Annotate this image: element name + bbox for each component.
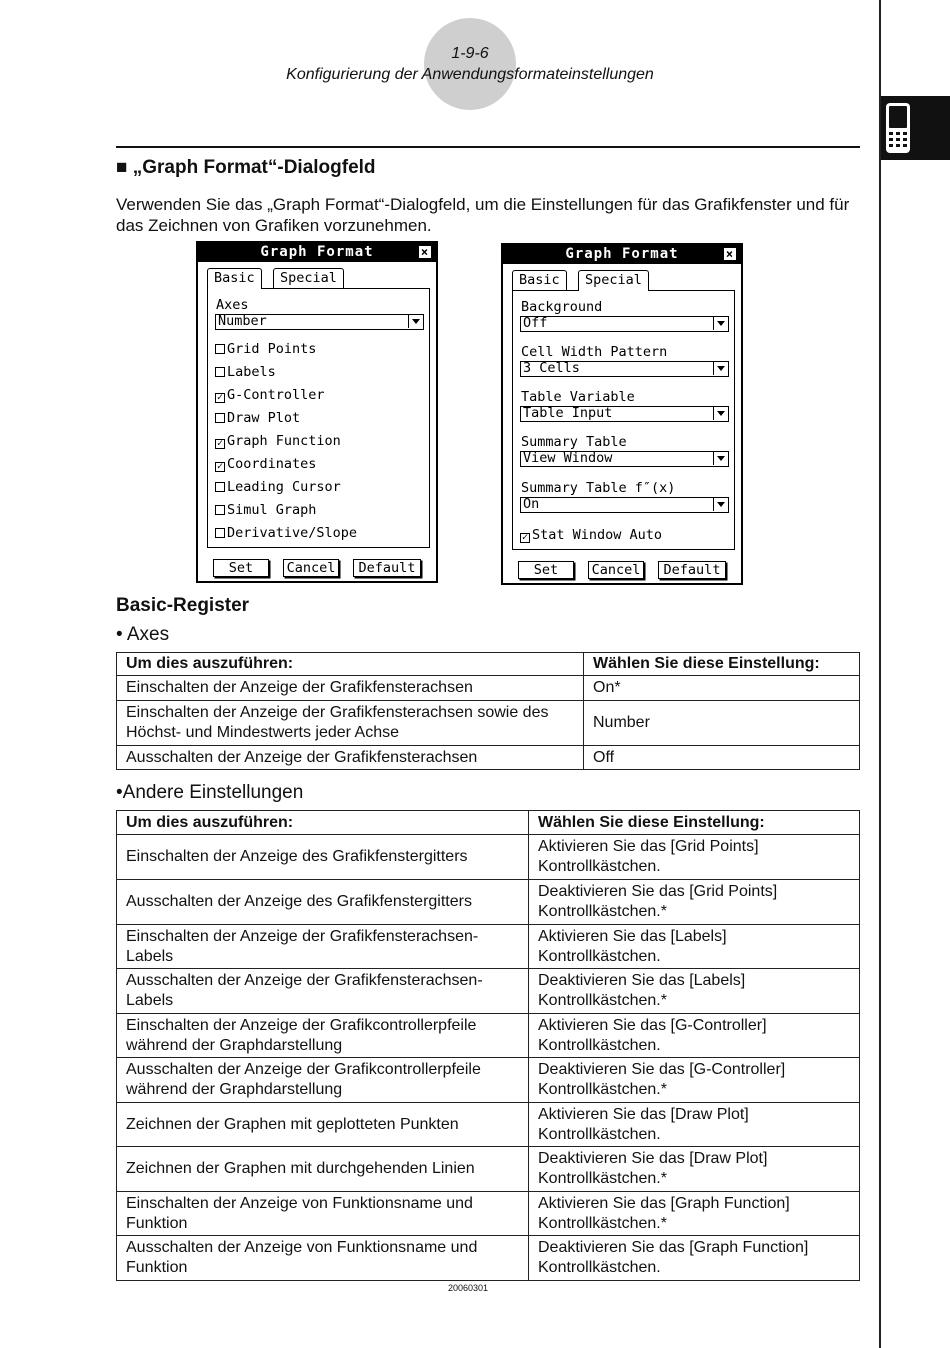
graph-format-dialog-basic xyxy=(196,241,438,583)
summary-table-select[interactable] xyxy=(520,451,729,467)
table-cell: Aktivieren Sie das [Graph Function] Kontrollkästchen.* xyxy=(529,1192,860,1236)
dialog-title-bar xyxy=(503,245,741,264)
header-rule xyxy=(116,146,860,148)
table-row xyxy=(117,925,860,969)
table-row xyxy=(117,1192,860,1236)
table-row xyxy=(117,1147,860,1192)
table-cell: Aktivieren Sie das [Draw Plot] Kontrollkästchen. xyxy=(529,1103,860,1147)
table-cell: Deaktivieren Sie das [Labels] Kontrollkästchen.* xyxy=(529,969,860,1014)
table-header-cell: Um dies auszuführen: xyxy=(117,653,584,676)
margin-rule xyxy=(879,0,881,1348)
table-cell: Deaktivieren Sie das [Grid Points] Kontrollkästchen.* xyxy=(529,880,860,925)
checkbox-box[interactable] xyxy=(215,482,225,492)
table-cell: Einschalten der Anzeige der Grafikcontrollerpfeile während der Graphdarstellung xyxy=(117,1014,529,1058)
select-value: View Window xyxy=(523,450,613,466)
set-button[interactable]: Set xyxy=(518,561,574,579)
table-cell: Ausschalten der Anzeige der Grafikfensterachsen xyxy=(117,746,584,770)
table-cell: Deaktivieren Sie das [G-Controller] Kontrollkästchen.* xyxy=(529,1058,860,1103)
chevron-down-icon[interactable] xyxy=(713,452,728,465)
checkbox-graph-function[interactable] xyxy=(215,433,341,449)
checkbox-label: Graph Function xyxy=(227,433,341,449)
checkbox-box[interactable] xyxy=(215,413,225,423)
table-row xyxy=(117,880,860,925)
chapter-tab xyxy=(881,96,950,160)
table-cell: Einschalten der Anzeige der Grafikfensterachsen sowie des Höchst- und Mindestwerts jeder Achse xyxy=(117,701,584,746)
background-label: Background xyxy=(521,299,603,315)
table-cell: Ausschalten der Anzeige der Grafikfensterachsen-Labels xyxy=(117,969,529,1014)
table-cell: Ausschalten der Anzeige des Grafikfenstergitters xyxy=(117,880,529,925)
table-cell: Aktivieren Sie das [Grid Points] Kontrollkästchen. xyxy=(529,835,860,880)
checkbox-label: Simul Graph xyxy=(227,502,317,518)
axes-select[interactable] xyxy=(215,314,424,330)
dialog-title-bar xyxy=(198,243,436,262)
section-heading: ■ „Graph Format“-Dialogfeld xyxy=(116,157,376,178)
close-icon[interactable]: × xyxy=(723,247,737,261)
select-value: 3 Cells xyxy=(523,360,580,376)
checkbox-label: Derivative/Slope xyxy=(227,525,358,541)
cancel-button[interactable]: Cancel xyxy=(283,559,339,577)
checkbox-label: Grid Points xyxy=(227,341,317,357)
table-cell: Number xyxy=(584,701,860,746)
checkbox-box[interactable] xyxy=(215,367,225,377)
checkbox-labels[interactable] xyxy=(215,364,276,380)
chevron-down-icon[interactable] xyxy=(713,362,728,375)
chevron-down-icon[interactable] xyxy=(713,317,728,330)
table-cell: Deaktivieren Sie das [Draw Plot] Kontrollkästchen.* xyxy=(529,1147,860,1192)
table-variable-label: Table Variable xyxy=(521,389,635,405)
checkbox-box[interactable] xyxy=(215,344,225,354)
table-row xyxy=(117,1103,860,1147)
table-cell: Einschalten der Anzeige des Grafikfenstergitters xyxy=(117,835,529,880)
checkbox-label: Stat Window Auto xyxy=(532,527,663,543)
checkbox-box[interactable] xyxy=(215,505,225,515)
table-variable-select[interactable] xyxy=(520,406,729,422)
checkbox-simul-graph[interactable] xyxy=(215,502,316,518)
tab-special[interactable]: Special xyxy=(578,270,649,291)
page-number-circle xyxy=(424,18,516,110)
set-button[interactable]: Set xyxy=(213,559,269,577)
table-cell: Einschalten der Anzeige der Grafikfensterachsen-Labels xyxy=(117,925,529,969)
checkbox-label: Coordinates xyxy=(227,456,317,472)
checkbox-g-controller[interactable] xyxy=(215,387,325,403)
cell-width-pattern-label: Cell Width Pattern xyxy=(521,344,668,360)
tab-basic[interactable]: Basic xyxy=(512,270,567,290)
table-cell: Off xyxy=(584,746,860,770)
checkbox-label: Leading Cursor xyxy=(227,479,341,495)
checkbox-label: Draw Plot xyxy=(227,410,301,426)
checkbox-leading-cursor[interactable] xyxy=(215,479,341,495)
table-row xyxy=(117,1236,860,1281)
background-select[interactable] xyxy=(520,316,729,332)
table-row xyxy=(117,1014,860,1058)
chevron-down-icon[interactable] xyxy=(713,498,728,511)
close-icon[interactable]: × xyxy=(418,245,432,259)
table-cell: Einschalten der Anzeige von Funktionsname und Funktion xyxy=(117,1192,529,1236)
summary-table-fx-select[interactable] xyxy=(520,497,729,513)
default-button[interactable]: Default xyxy=(353,559,421,577)
axes-label: Axes xyxy=(216,297,249,313)
table-row xyxy=(117,746,860,770)
chevron-down-icon[interactable] xyxy=(713,407,728,420)
other-settings-table xyxy=(116,810,860,1281)
checkbox-box[interactable]: ✓ xyxy=(216,461,224,472)
page-title: Konfigurierung der Anwendungsformateinstellungen xyxy=(286,66,654,83)
checkbox-box[interactable]: ✓ xyxy=(216,392,224,403)
table-row xyxy=(117,1058,860,1103)
summary-table-label: Summary Table xyxy=(521,434,627,450)
page-number: 1-9-6 xyxy=(451,45,489,62)
chevron-down-icon[interactable] xyxy=(408,315,423,328)
table-cell: Einschalten der Anzeige der Grafikfensterachsen xyxy=(117,676,584,701)
table-header-row xyxy=(117,811,860,835)
select-value: Table Input xyxy=(523,405,613,421)
basic-register-heading: Basic-Register xyxy=(116,595,250,616)
checkbox-stat-window-auto[interactable] xyxy=(520,527,662,543)
table-header-row xyxy=(117,653,860,676)
select-value: On xyxy=(523,496,540,512)
table-cell: Aktivieren Sie das [Labels] Kontrollkästchen. xyxy=(529,925,860,969)
checkbox-derivative-slope[interactable] xyxy=(215,525,357,541)
dialog-title: Graph Format xyxy=(565,246,679,262)
table-cell: Ausschalten der Anzeige von Funktionsname und Funktion xyxy=(117,1236,529,1281)
table-row xyxy=(117,701,860,746)
axes-select-value: Number xyxy=(218,313,267,329)
checkbox-draw-plot[interactable] xyxy=(215,410,300,426)
checkbox-box[interactable]: ✓ xyxy=(521,532,529,543)
table-header-cell: Wählen Sie diese Einstellung: xyxy=(584,653,860,676)
summary-table-fx-label: Summary Table f″(x) xyxy=(521,480,676,496)
checkbox-label: Labels xyxy=(227,364,276,380)
cell-width-pattern-select[interactable] xyxy=(520,361,729,377)
cancel-button[interactable]: Cancel xyxy=(588,561,644,579)
table-row xyxy=(117,676,860,701)
tab-basic[interactable]: Basic xyxy=(207,268,262,289)
table-header-cell: Um dies auszuführen: xyxy=(117,811,529,835)
other-settings-heading: •Andere Einstellungen xyxy=(116,782,304,803)
checkbox-box[interactable] xyxy=(215,528,225,538)
table-cell: Aktivieren Sie das [G-Controller] Kontrollkästchen. xyxy=(529,1014,860,1058)
select-value: Off xyxy=(523,315,548,331)
checkbox-grid-points[interactable] xyxy=(215,341,316,357)
table-row xyxy=(117,835,860,880)
table-cell: On* xyxy=(584,676,860,701)
table-cell: Zeichnen der Graphen mit geplotteten Punkten xyxy=(117,1103,529,1147)
dialog-title: Graph Format xyxy=(260,244,374,260)
basic-panel xyxy=(207,288,430,548)
checkbox-coordinates[interactable] xyxy=(215,456,316,472)
table-cell: Deaktivieren Sie das [Graph Function] Kontrollkästchen. xyxy=(529,1236,860,1281)
graph-format-dialog-special xyxy=(501,243,743,585)
tab-special[interactable]: Special xyxy=(273,268,344,288)
table-cell: Zeichnen der Graphen mit durchgehenden Linien xyxy=(117,1147,529,1192)
intro-paragraph: Verwenden Sie das „Graph Format“-Dialogfeld, um die Einstellungen für das Grafikfenster und für das Zeichnen von Grafiken vorzunehmen. xyxy=(116,195,850,235)
calculator-icon xyxy=(885,102,911,154)
default-button[interactable]: Default xyxy=(658,561,726,579)
table-cell: Ausschalten der Anzeige der Grafikcontrollerpfeile während der Graphdarstellung xyxy=(117,1058,529,1103)
axes-table xyxy=(116,652,860,770)
table-row xyxy=(117,969,860,1014)
axes-heading: • Axes xyxy=(116,624,170,645)
special-panel xyxy=(512,290,735,550)
footer-code: 20060301 xyxy=(447,1283,489,1293)
checkbox-box[interactable]: ✓ xyxy=(216,438,224,449)
checkbox-label: G-Controller xyxy=(227,387,325,403)
table-header-cell: Wählen Sie diese Einstellung: xyxy=(529,811,860,835)
